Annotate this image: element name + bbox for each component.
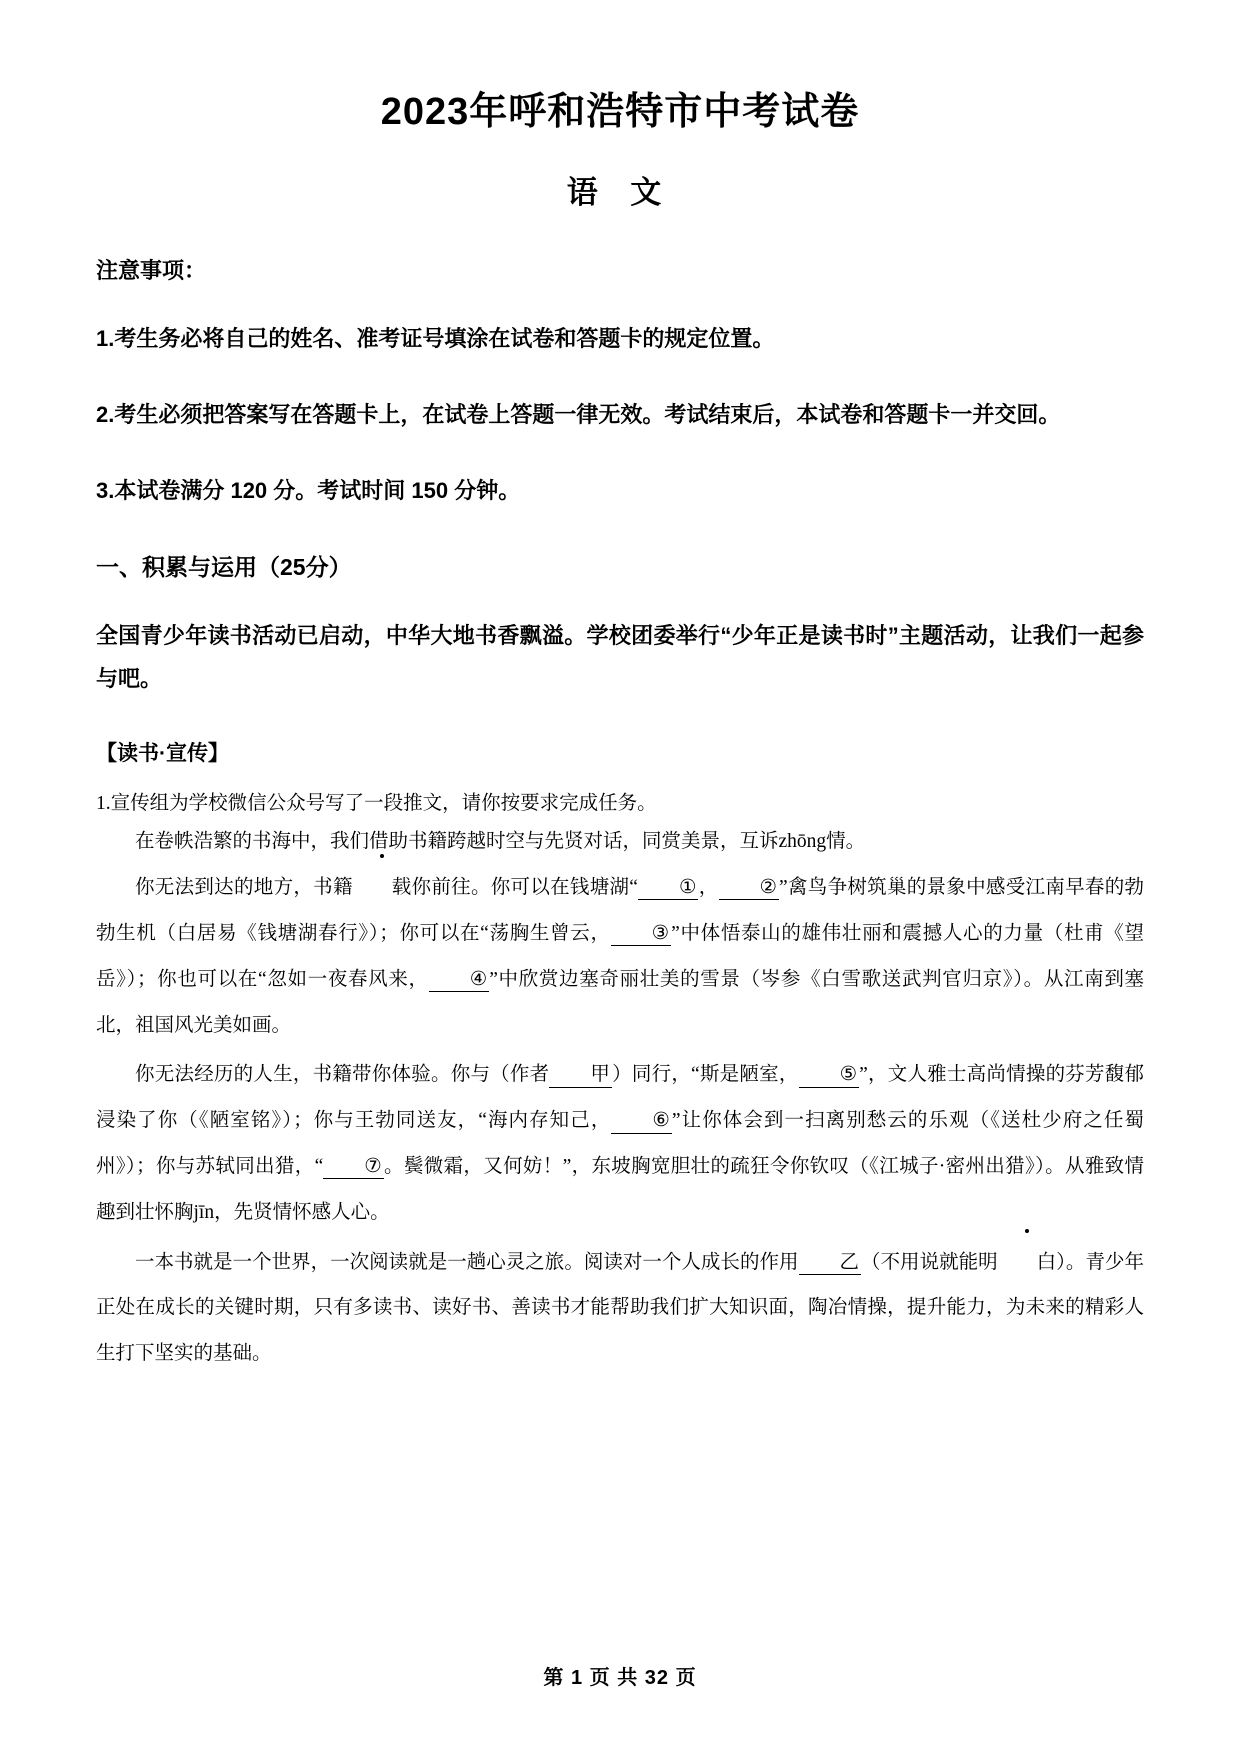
para1-text-after: 情。: [826, 831, 866, 853]
answer-blank-5[interactable]: ⑤: [799, 1063, 859, 1087]
para4-seg-2: （不用说就能明: [861, 1251, 998, 1273]
question-1-paragraph-2: [96, 865, 1144, 1048]
answer-blank-3[interactable]: ③: [611, 922, 671, 946]
subject-title: 语 文: [566, 175, 674, 211]
answer-blank-1[interactable]: ①: [638, 876, 698, 900]
answer-blank-2[interactable]: ②: [719, 876, 779, 900]
answer-blank-7[interactable]: ⑦: [323, 1155, 383, 1179]
para2-seg-5: ”中体悟泰山的雄伟壮丽和震撼人心的力量（杜甫《望岳》）；你也可以在“忽如一夜春风来，: [96, 922, 1144, 990]
section-heading: 一、积累与运用（25分）: [96, 554, 352, 581]
para3-seg-6: ，先贤情怀感人心。: [214, 1201, 390, 1223]
para1-text-before: 在卷帙浩繁的书海中，我们借助书籍跨越时空与先贤对话，同赏美景，互诉: [135, 831, 779, 853]
notice-item-1: 1.考生务必将自己的姓名、准考证号填涂在试卷和答题卡的规定位置。: [96, 326, 775, 352]
pinyin-jin: jīn: [193, 1201, 215, 1223]
notice-item-3: 3.本试卷满分 120 分。考试时间 150 分钟。: [96, 478, 521, 504]
question-1-paragraph-1: [96, 823, 1144, 861]
emphasis-char-bai: 白: [998, 1240, 1057, 1286]
para3-seg-5: 。鬓微霜，又何妨！”，东坡胸宽胆壮的疏狂令你钦叹（《江城子·密州出猎》）。从雅致情趣到壮怀胸: [96, 1155, 1145, 1223]
question-1-paragraph-4: [96, 1240, 1144, 1377]
section-lead-paragraph: 全国青少年读书活动已启动，中华大地书香飘溢。学校团委举行“少年正是读书时”主题活动，让我们一起参与吧。: [96, 623, 1144, 691]
page-content: [96, 0, 1144, 1377]
page-title: 2023年呼和浩特市中考试卷: [380, 91, 860, 133]
answer-blank-yi[interactable]: 乙: [799, 1251, 862, 1275]
pinyin-zhong: zhōng: [778, 831, 827, 853]
para4-seg-1: 一本书就是一个世界，一次阅读就是一趟心灵之旅。阅读对一个人成长的作用: [135, 1251, 799, 1273]
answer-blank-4[interactable]: ④: [429, 968, 489, 992]
question-1-stem-text: 宣传组为学校微信公众号写了一段推文，请你按要求完成任务。: [110, 792, 657, 814]
question-1-stem: [96, 789, 1144, 819]
subsection-heading: 【读书·宣传】: [96, 741, 229, 765]
para4-seg-3: ）。青少年正处在成长的关键时期，只有多读书、读好书、善读书才能帮助我们扩大知识面，陶冶情操，提升能力，为未来的精彩人生打下坚实的基础。: [96, 1251, 1144, 1365]
para2-seg-1: 你无法到达的地方，书籍: [135, 877, 353, 899]
para3-seg-1: 你无法经历的人生，书籍带你体验。你与（作者: [135, 1064, 550, 1086]
notice-item-2: 2.考生必须把答案写在答题卡上，在试卷上答题一律无效。考试结束后，本试卷和答题卡一并交回。: [96, 402, 1061, 428]
emphasis-char-zai: 载: [353, 865, 412, 911]
para2-seg-3: ，: [698, 877, 719, 899]
answer-blank-6[interactable]: ⑥: [611, 1109, 671, 1133]
notice-heading: 注意事项：: [96, 258, 207, 284]
answer-blank-jia[interactable]: 甲: [549, 1063, 612, 1087]
question-1-number: 1.: [96, 792, 111, 814]
para2-seg-2: 你前往。你可以在钱塘湖“: [411, 877, 638, 899]
question-1-paragraph-3: [96, 1052, 1144, 1235]
para2-seg-4: ”禽鸟争树筑巢的景象中感受江南早春的勃勃生机（白居易《钱塘湖春行》）；你可以在“荡胸生曾云，: [96, 877, 1144, 944]
para3-seg-2: ）同行，“斯是陋室，: [611, 1064, 799, 1086]
page-footer: 第 1 页 共 32 页: [543, 1667, 697, 1689]
para3-seg-3: ”，文人雅士高尚情操的芬芳馥郁浸染了你（《陋室铭》）；你与王勃同送友，“海内存知己，: [96, 1064, 1144, 1132]
para3-seg-4: ”让你体会到一扫离别愁云的乐观（《送杜少府之任蜀州》）；你与苏轼同出猎，“: [96, 1110, 1144, 1177]
para2-seg-6: ”中欣赏边塞奇丽壮美的雪景（岑参《白雪歌送武判官归京》）。从江南到塞北，祖国风光美如画。: [96, 968, 1145, 1036]
